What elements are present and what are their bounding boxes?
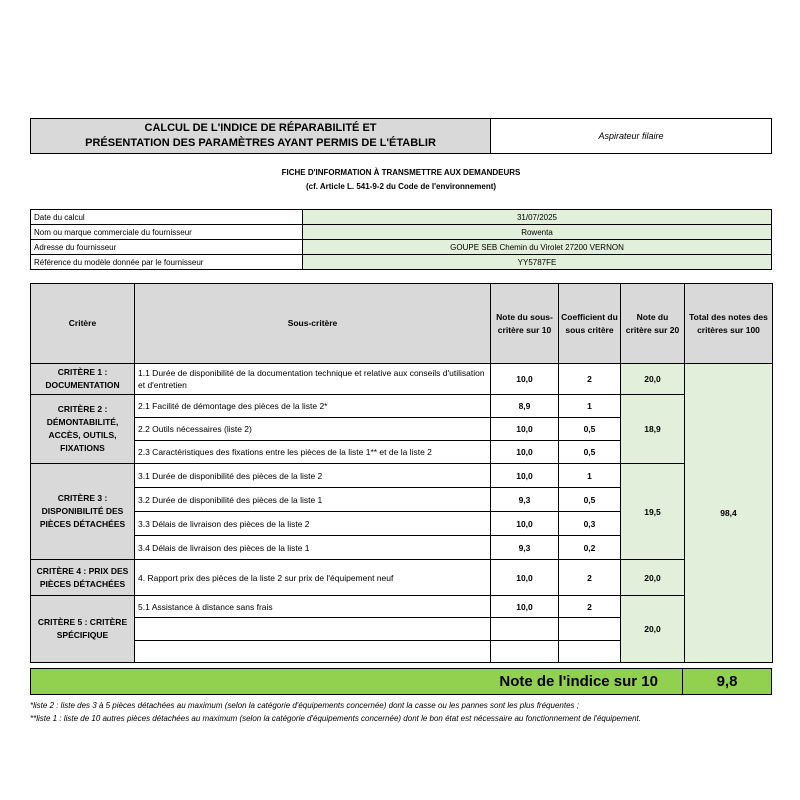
sub-criterion-label: 1.1 Durée de disponibilité de la documentation technique et relative aux conseils d'utilisation et d'entretien — [135, 364, 491, 395]
col-header-total: Total des notes des critères sur 100 — [685, 284, 773, 364]
sub-criterion-label: 3.3 Délais de livraison des pièces de la liste 2 — [135, 512, 491, 536]
footnote-1: *liste 2 : liste des 3 à 5 pièces détachées au maximum (selon la catégorie d'équipements concernée) dont la casse ou les pannes sont les plus fréquentes ; — [30, 701, 579, 710]
criterion-name: PIÈCES DÉTACHÉES — [39, 578, 126, 589]
criterion-name: ACCÈS, OUTILS, — [48, 430, 117, 440]
sub-criterion-note: 10,0 — [491, 441, 559, 464]
info-value: 31/07/2025 — [303, 210, 772, 225]
criterion-name: CRITÈRE 1 : — [57, 367, 108, 377]
sub-criterion-coef: 1 — [559, 464, 621, 488]
sub-criterion-label: 2.2 Outils nécessaires (liste 2) — [135, 418, 491, 441]
criterion-note: 20,0 — [621, 596, 685, 663]
repairability-table — [30, 283, 773, 663]
sub-criterion-coef — [559, 618, 621, 641]
title-line-1: CALCUL DE L'INDICE DE RÉPARABILITÉ ET — [144, 122, 377, 134]
table-row — [31, 464, 773, 488]
total-cell — [685, 364, 773, 663]
criterion-2-cell — [31, 395, 135, 464]
sub-criterion-coef — [559, 641, 621, 663]
table-row — [31, 596, 773, 618]
sub-criterion-coef: 0,5 — [559, 488, 621, 512]
subtitle-line-1: FICHE D'INFORMATION À TRANSMETTRE AUX DEMANDEURS — [281, 168, 521, 177]
sub-criterion-coef: 0,5 — [559, 418, 621, 441]
sub-criterion-note: 9,3 — [491, 536, 559, 560]
table-row — [31, 364, 773, 395]
col-header-note-sous: Note du sous-critère sur 10 — [491, 284, 559, 364]
sub-criterion-label: 2.1 Facilité de démontage des pièces de la liste 2* — [135, 395, 491, 418]
final-score-label: Note de l'indice sur 10 — [31, 669, 683, 694]
info-row — [31, 225, 772, 240]
info-label: Adresse du fournisseur — [31, 240, 303, 255]
sub-criterion-note: 10,0 — [491, 560, 559, 596]
criterion-note: 20,0 — [621, 364, 685, 395]
criterion-3-cell — [31, 464, 135, 560]
table-row — [31, 560, 773, 596]
supplier-info-table — [30, 209, 772, 270]
total-value: 98,4 — [720, 508, 737, 518]
sub-criterion-note — [491, 641, 559, 663]
sub-criterion-note: 10,0 — [491, 512, 559, 536]
sub-criterion-coef: 2 — [559, 560, 621, 596]
sub-criterion-note: 8,9 — [491, 395, 559, 418]
sub-criterion-coef: 0,5 — [559, 441, 621, 464]
col-header-critere: Critère — [31, 284, 135, 364]
sub-criterion-note — [491, 618, 559, 641]
table-header-row — [31, 284, 773, 364]
title-line-2: PRÉSENTATION DES PARAMÈTRES AYANT PERMIS DE L'ÉTABLIR — [85, 137, 436, 149]
criterion-name: DISPONIBILITÉ DES — [41, 506, 124, 516]
criterion-name: CRITÈRE 4 : PRIX DES — [36, 565, 129, 576]
info-label: Référence du modèle donnée par le fournisseur — [31, 255, 303, 270]
col-header-coef: Coefficient du sous critère — [559, 284, 621, 364]
sub-criterion-coef: 2 — [559, 364, 621, 395]
sub-criterion-label: 5.1 Assistance à distance sans frais — [135, 596, 491, 618]
document-title — [31, 119, 491, 153]
final-score-value: 9,8 — [716, 673, 738, 690]
criterion-note: 20,0 — [621, 560, 685, 596]
criterion-name: FIXATIONS — [60, 443, 105, 453]
criterion-4-cell — [31, 560, 135, 596]
info-row — [31, 240, 772, 255]
col-header-sous-critere: Sous-critère — [135, 284, 491, 364]
col-header-note-critere: Note du critère sur 20 — [621, 284, 685, 364]
sub-criterion-label: 2.3 Caractéristiques des fixations entre les pièces de la liste 1** et de la liste 2 — [135, 441, 491, 464]
sub-criterion-coef: 2 — [559, 596, 621, 618]
table-row — [31, 395, 773, 418]
info-value: GOUPE SEB Chemin du Virolet 27200 VERNON — [303, 240, 772, 255]
criterion-name: CRITÈRE 3 : — [57, 493, 108, 503]
footnote-2: **liste 1 : liste de 10 autres pièces détachées au maximum (selon la catégorie d'équipements concernée) dont le bon état est nécessaire au fonctionnement de l'équipement. — [30, 714, 641, 723]
info-label: Date du calcul — [31, 210, 303, 225]
sub-criterion-label — [135, 618, 491, 641]
form-subtitle — [30, 166, 772, 194]
sub-criterion-label: 4. Rapport prix des pièces de la liste 2 sur prix de l'équipement neuf — [135, 560, 491, 596]
sub-criterion-label: 3.2 Durée de disponibilité des pièces de la liste 1 — [135, 488, 491, 512]
criterion-5-cell — [31, 596, 135, 663]
sub-criterion-note: 9,3 — [491, 488, 559, 512]
subtitle-line-2: (cf. Article L. 541-9-2 du Code de l'environnement) — [305, 182, 497, 191]
info-value: Rowenta — [303, 225, 772, 240]
sub-criterion-label: 3.1 Durée de disponibilité des pièces de la liste 2 — [135, 464, 491, 488]
info-row — [31, 255, 772, 270]
sub-criterion-note: 10,0 — [491, 596, 559, 618]
criterion-note: 18,9 — [621, 395, 685, 464]
sub-criterion-note: 10,0 — [491, 418, 559, 441]
criterion-name: DOCUMENTATION — [45, 380, 120, 390]
sub-criterion-note: 10,0 — [491, 364, 559, 395]
info-label: Nom ou marque commerciale du fournisseur — [31, 225, 303, 240]
sub-criterion-coef: 0,3 — [559, 512, 621, 536]
criterion-name: CRITÈRE 2 : — [57, 404, 108, 414]
sub-criterion-label — [135, 641, 491, 663]
info-value: YY5787FE — [303, 255, 772, 270]
product-name: Aspirateur filaire — [598, 131, 664, 141]
criterion-name: SPÉCIFIQUE — [56, 630, 109, 640]
criterion-name: CRITÈRE 5 : CRITÈRE — [37, 617, 128, 627]
sub-criterion-coef: 0,2 — [559, 536, 621, 560]
final-score-row — [30, 668, 772, 695]
sub-criterion-label: 3.4 Délais de livraison des pièces de la liste 1 — [135, 536, 491, 560]
info-row — [31, 210, 772, 225]
criterion-name: DÉMONTABILITÉ, — [46, 417, 119, 427]
footnotes — [30, 699, 772, 725]
criterion-1-cell — [31, 364, 135, 395]
sub-criterion-coef: 1 — [559, 395, 621, 418]
sub-criterion-note: 10,0 — [491, 464, 559, 488]
criterion-note: 19,5 — [621, 464, 685, 560]
document-header — [30, 118, 772, 154]
criterion-name: PIÈCES DÉTACHÉES — [39, 519, 126, 529]
